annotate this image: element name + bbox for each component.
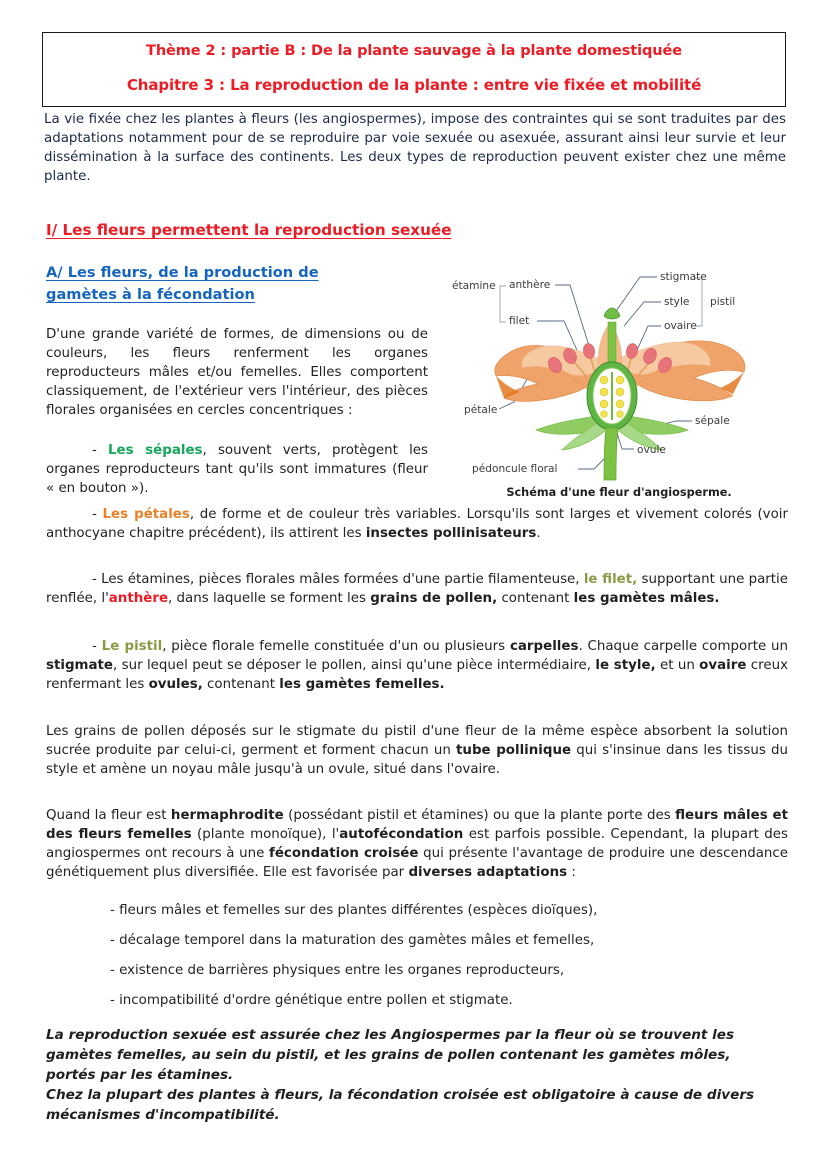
list-item: - décalage temporel dans la maturation des gamètes mâles et femelles, — [110, 933, 595, 948]
intro-paragraph: La vie fixée chez les plantes à fleurs (les angiospermes), impose des contraintes qui se sont traduites par des adaptations notamment pour de se reproduire par voie sexuée ou asexuée, assurant ainsi leur survie et leur dissémination à la surface des continents. Les deux types de reproduction peuvent exister chez une même plante. — [44, 112, 786, 185]
herm-b2: fleurs mâles et des fleurs femelles — [46, 808, 788, 843]
paragraph-hermaphrodite — [46, 806, 788, 882]
herm-t6: : — [567, 865, 576, 881]
pistil-b3: le style, — [595, 658, 656, 674]
pistil-b2: stigmate — [46, 658, 114, 674]
paragraph-sepales — [46, 441, 428, 498]
etamines-mid2: , dans laquelle se forment les — [168, 591, 371, 607]
label-etamine: étamine — [452, 280, 496, 292]
sepales-dash: - — [92, 443, 109, 458]
petales-end: . — [536, 526, 541, 542]
subsection-a-heading-line2: gamètes à la fécondation — [46, 285, 255, 303]
theme-title: Thème 2 : partie B : De la plante sauvage à la plante domestiquée — [146, 43, 682, 59]
petales-dash: - — [92, 507, 103, 522]
petales-bold-tail: insectes pollinisateurs — [365, 526, 537, 542]
subsection-a-heading-line1: A/ Les fleurs, de la production de — [46, 264, 319, 281]
etamines-mid: supportant une partie renflée, l' — [46, 572, 788, 607]
flower-diagram-svg — [452, 264, 788, 496]
herm-t2: (possédant pistil et étamines) ou que la plante porte des — [283, 808, 676, 823]
label-ovule: ovule — [637, 444, 666, 456]
etamines-term-anthere: anthère — [108, 591, 169, 607]
pistil-t3: , sur lequel peut se déposer le pollen, ainsi qu'une pièce intermédiaire, — [113, 658, 596, 674]
sepales-term: Les sépales — [108, 443, 203, 458]
herm-t4: est parfois possible. Cependant, la plupart des angiospermes ont recours à une — [46, 827, 789, 862]
pistil-t5: creux renfermant les — [46, 658, 788, 693]
paragraph-petales — [46, 505, 788, 543]
pistil-b1: carpelles — [509, 639, 579, 654]
paragraph-etamines — [46, 570, 788, 608]
conclusion-block-2: Chez la plupart des plantes à fleurs, la fécondation croisée est obligatoire à cause de divers mécanismes d'incompatibilité. — [46, 1087, 755, 1123]
pistil-dash: - — [92, 639, 102, 654]
paragraph-variety: D'une grande variété de formes, de dimensions ou de couleurs, les fleurs renferment les organes reproducteurs mâles et/ou femelles. Elles comportent classiquement, de l'extérieur vers l'intérieur, des pièces florales organisées en cercles concentriques : — [46, 327, 428, 419]
pollen-b1: tube pollinique — [456, 743, 572, 759]
label-pedoncule: pédoncule floral — [472, 463, 558, 475]
pistil-t6: contenant — [202, 677, 280, 693]
pollen-t2: qui s'insinue dans les tissus du style et amène un noyau mâle jusqu'à un ovule, situé dans l'ovaire. — [46, 743, 788, 778]
flower-diagram-figure — [452, 264, 788, 496]
label-ovaire: ovaire — [664, 320, 697, 332]
etamines-bold2: les gamètes mâles. — [573, 591, 720, 607]
label-style: style — [664, 296, 690, 308]
title-box — [42, 32, 786, 107]
herm-t3: (plante monoïque), l' — [191, 827, 340, 843]
herm-b1: hermaphrodite — [170, 808, 284, 823]
list-item: - fleurs mâles et femelles sur des plantes différentes (espèces dioïques), — [110, 903, 598, 918]
pistil-t1: , pièce florale femelle constituée d'un ou plusieurs — [162, 639, 510, 654]
paragraph-pollen — [46, 722, 788, 779]
list-item: - existence de barrières physiques entre les organes reproducteurs, — [110, 963, 565, 978]
figure-caption: Schéma d'une fleur d'angiosperme. — [506, 486, 732, 499]
petales-term: Les pétales — [102, 507, 190, 522]
label-filet: filet — [509, 315, 530, 327]
pedicel — [604, 428, 618, 480]
etamines-term-filet: le filet, — [583, 572, 638, 587]
petales-rest: , de forme et de couleur très variables. Lorsqu'ils sont larges et vivement colorés (voir anthocyane chapitre précédent), ils attirent les — [46, 507, 789, 542]
etamines-bold1: grains de pollen, — [370, 591, 498, 607]
pistil-b6: les gamètes femelles. — [279, 677, 445, 693]
list-item: - incompatibilité d'ordre génétique entre pollen et stigmate. — [110, 993, 513, 1008]
etamines-mid3: contenant — [497, 591, 574, 607]
paragraph-pistil — [46, 637, 788, 694]
herm-b3: autofécondation — [339, 827, 464, 843]
pistil-b5: ovules, — [148, 677, 203, 693]
subsection-a-heading — [46, 262, 426, 306]
chapter-title: Chapitre 3 : La reproduction de la plante : entre vie fixée et mobilité — [126, 75, 702, 94]
sepales-rest: , souvent verts, protègent les organes reproducteurs tant qu'ils sont immatures (fleur « en bouton »). — [46, 443, 429, 497]
conclusion-block-1: La reproduction sexuée est assurée chez les Angiospermes par la fleur où se trouvent les gamètes femelles, au sein du pistil, et les grains de pollen contenant les gamètes môles, portés par les étamines. — [46, 1027, 735, 1083]
label-anthere: anthère — [509, 279, 551, 291]
herm-t1: Quand la fleur est — [46, 808, 171, 823]
pistil-t4: et un — [655, 658, 700, 674]
etamines-lead: - Les étamines, pièces florales mâles formées d'une partie filamenteuse, — [92, 572, 584, 587]
pistil-term: Le pistil — [101, 639, 163, 654]
herm-t5: qui présente l'avantage de produire une descendance génétiquement plus diversifiée. Elle est favorisée par — [46, 846, 788, 881]
section-1-heading: I/ Les fleurs permettent la reproduction sexuée — [46, 221, 452, 239]
label-stigmate: stigmate — [660, 271, 707, 283]
label-pistil: pistil — [710, 296, 736, 308]
pistil-b4: ovaire — [699, 658, 747, 674]
pistil-t2: . Chaque carpelle comporte un — [578, 639, 788, 654]
pollen-t1: Les grains de pollen déposés sur le stigmate du pistil d'une fleur de la même espèce absorbent la solution sucrée produite par celui-ci, germent et forment chacun un — [46, 724, 788, 759]
label-sepale: sépale — [695, 415, 730, 427]
herm-b4: fécondation croisée — [269, 846, 419, 862]
label-petale: pétale — [464, 404, 498, 416]
herm-b5: diverses adaptations — [408, 865, 568, 881]
